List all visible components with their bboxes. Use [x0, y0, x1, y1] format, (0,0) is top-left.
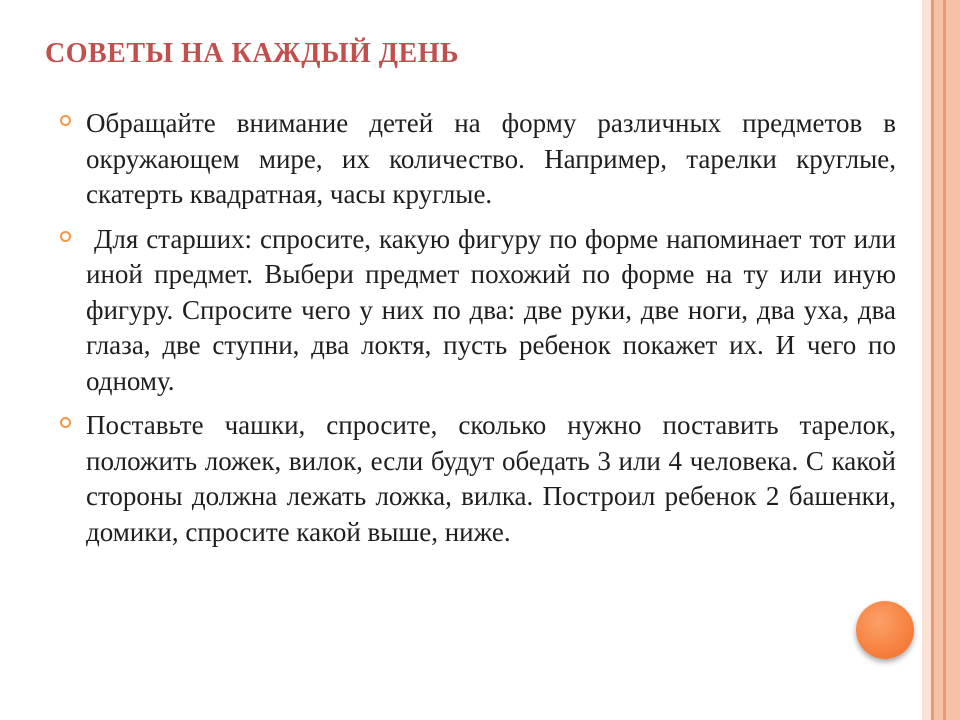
list-item [54, 408, 903, 550]
bullet-text: Обращайте внимание детей на форму различных предметов в окружающем мире, их количество. Например, тарелки круглые, скатерть квадратная, часы круглые. [86, 108, 903, 209]
ring-bullet-icon [60, 417, 71, 428]
bullet-text: Поставьте чашки, спросите, сколько нужно поставить тарелок, положить ложек, вилок, если будут обедать 3 или 4 человека. С какой стороны должна лежать ложка, вилка. Построил ребенок 2 башенки, домики, спросите какой выше, ниже. [86, 410, 903, 547]
ring-bullet-icon [60, 115, 71, 126]
slide-title: СОВЕТЫ НА КАЖДЫЙ ДЕНЬ [45, 38, 459, 69]
stripe [946, 0, 960, 720]
bullet-text: Для старших: спросите, какую фигуру по форме напоминает тот или иной предмет. Выбери предмет похожий по форме на ту или иную фигуру. Спросите чего у них по два: две руки, две ноги, два уха, два глаза, две ступни, два локтя, пусть ребенок покажет их. И чего по одному. [86, 223, 903, 396]
list-item [54, 222, 903, 400]
stripe [934, 0, 943, 720]
bullet-list [54, 106, 903, 559]
ring-bullet-icon [60, 231, 71, 242]
list-item [54, 106, 903, 213]
stripe [922, 0, 931, 720]
next-slide-button[interactable] [856, 601, 914, 659]
decorative-side-stripes [922, 0, 960, 720]
